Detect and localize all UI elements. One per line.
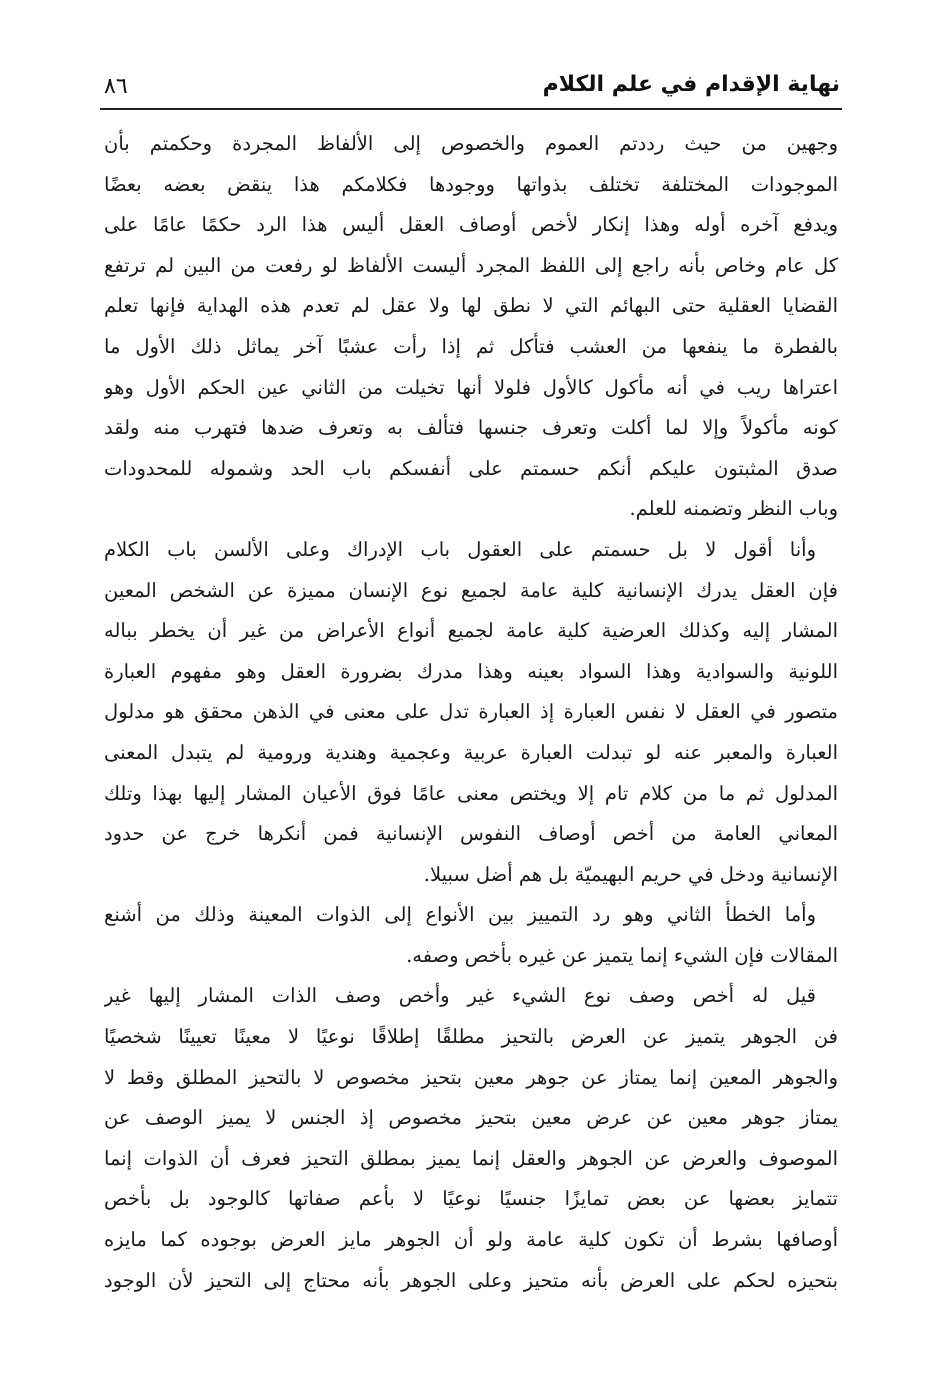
- text-line: الإنسانية ودخل في حريم البهيميّة بل هم أضل سبيلا.: [423, 862, 838, 886]
- text-line: اعتراها ريب في أنه مأكول كالأول فلولا أنها تخيلت من الثاني عين الحكم الأول وهو: [104, 375, 838, 399]
- text-line: الموجودات المختلفة تختلف بذواتها ووجودها فكلامكم هذا ينقض بعضه بعضًا: [104, 172, 838, 196]
- text-line: وأنا أقول لا بل حسمتم على العقول باب الإدراك وعلى الألسن باب الكلام: [104, 537, 816, 561]
- page-number: ٨٦: [104, 74, 128, 99]
- header-rule: [100, 108, 842, 110]
- text-line: صدق المثبتون عليكم أنكم حسمتم على أنفسكم باب الحد وشموله للمحدودات: [104, 456, 838, 480]
- text-line: وأما الخطأ الثاني وهو رد التمييز بين الأنواع إلى الذوات المعينة وذلك من أشنع: [104, 903, 816, 927]
- text-line: المشار إليه وكذلك العرضية كلية عامة لجميع أنواع الأعراض من غير أن يخطر بباله: [104, 619, 838, 643]
- body-text: [104, 124, 838, 1301]
- text-line: متصور في العقل لا نفس العبارة إذ العبارة تدل على معنى في الذهن محقق هو مدلول: [104, 700, 838, 724]
- text-line: فإن العقل يدرك الإنسانية كلية عامة لجميع نوع الإنسان مميزة عن الشخص المعين: [104, 578, 838, 602]
- text-line: كونه مأكولاً وإلا لما أكلت وتعرف جنسها فتألف به وتعرف ضدها فتهرب منه ولقد: [104, 416, 838, 440]
- paragraph-4: [104, 976, 838, 1301]
- text-line: بتحيزه لحكم على العرض بأنه متحيز وعلى الجوهر بأنه محتاج إلى التحيز لأن الوجود: [104, 1268, 838, 1292]
- text-line: بالفطرة ما ينفعها من العشب فتأكل ثم إذا رأت عشبًا آخر يماثل ذلك الأول ما: [104, 334, 838, 358]
- text-line: المعاني العامة من أخص أوصاف النفوس الإنسانية فمن أنكرها خرج عن حدود: [104, 822, 838, 846]
- text-line: يمتاز جوهر معين عن عرض معين بتحيز مخصوص إذ الجنس لا يميز الوصف عن: [104, 1106, 838, 1130]
- text-line: القضايا العقلية حتى البهائم التي لا نطق لها ولا عقل لم تعدم هذه الهداية فإنها تعلم: [104, 294, 838, 318]
- text-line: أوصافها بشرط أن تكون كلية عامة ولو أن الجوهر مايز العرض بوجوده كما مايزه: [104, 1228, 838, 1252]
- text-line: المدلول ثم ما من كلام تام إلا ويختص معنى عامًا فوق الأعيان المشار إليها بهذا وتلك: [104, 781, 838, 805]
- text-line: قيل له أخص وصف نوع الشيء غير وأخص وصف الذات المشار إليها غير: [104, 984, 816, 1008]
- text-line: فن الجوهر يتميز عن العرض بالتحيز مطلقًا إطلاقًا نوعيًا لا معينًا تعيينًا شخصيًا: [104, 1025, 838, 1049]
- running-header: [100, 70, 840, 104]
- text-line: المقالات فإن الشيء إنما يتميز عن غيره بأخص وصفه.: [406, 943, 838, 967]
- text-line: وجهين من حيث رددتم العموم والخصوص إلى الألفاظ المجردة وحكمتم بأن: [104, 132, 838, 155]
- book-title: نهاية الإقدام في علم الكلام: [542, 72, 840, 97]
- text-line: الموصوف والعرض عن الجوهر والعقل إنما يميز بمطلق التحيز فعرف أن الذوات إنما: [104, 1146, 838, 1170]
- text-line: تتمايز بعضها عن بعض تمايزًا جنسيًا نوعيًا لا بأعم صفاتها كالوجود بل بأخص: [104, 1187, 838, 1211]
- text-line: وباب النظر وتضمنه للعلم.: [629, 497, 838, 521]
- text-line: ويدفع آخره أوله وهذا إنكار لأخص أوصاف العقل أليس هذا الرد حكمًا عامًا على: [104, 213, 838, 237]
- text-line: العبارة والمعبر عنه لو تبدلت العبارة عربية وعجمية وهندية ورومية لم يتبدل المعنى: [104, 740, 838, 764]
- text-line: والجوهر المعين إنما يمتاز عن جوهر معين بتحيز مخصوص لا بالتحيز المطلق وقط لا: [104, 1065, 838, 1089]
- paragraph-2: [104, 530, 838, 895]
- text-line: كل عام وخاص بأنه راجع إلى اللفظ المجرد أليست الألفاظ لو رفعت من البين لم ترتفع: [104, 253, 838, 277]
- text-line: اللونية والسوادية وهذا السواد بعينه وهذا مدرك بضرورة العقل وهو مفهوم العبارة: [104, 659, 838, 683]
- paragraph-1: [104, 124, 838, 530]
- paragraph-3: [104, 895, 838, 976]
